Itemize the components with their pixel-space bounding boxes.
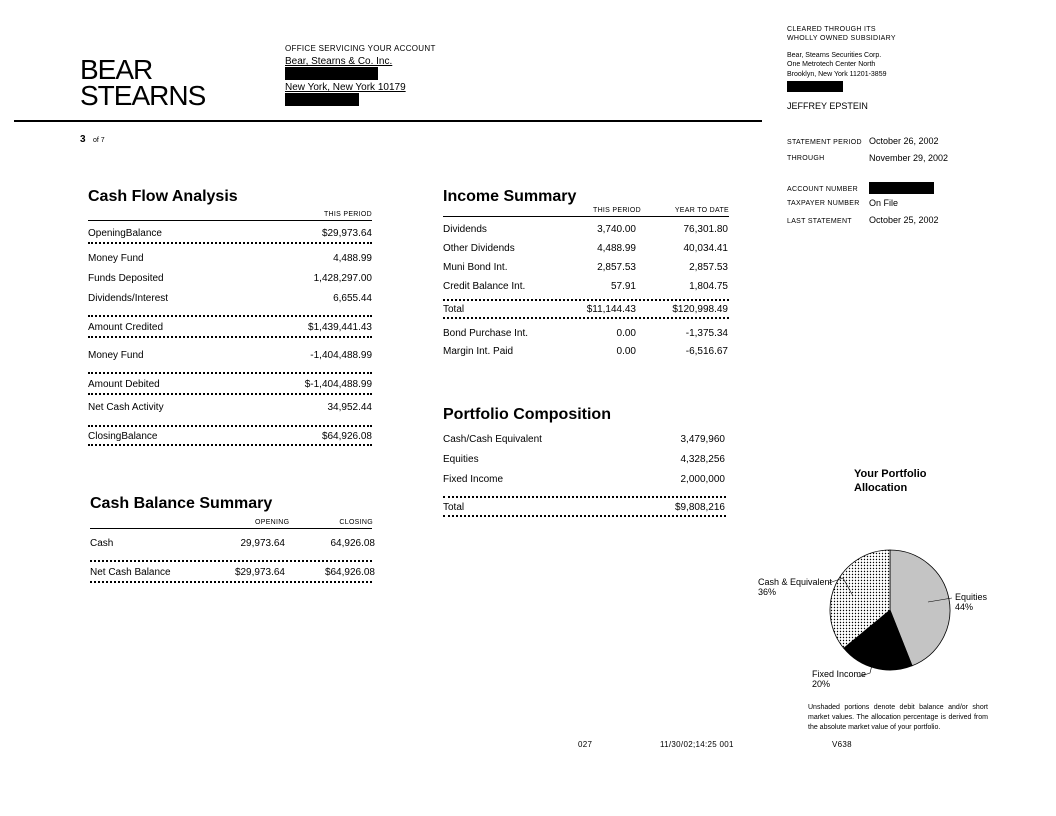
row-label: Cash/Cash Equivalent bbox=[443, 434, 542, 445]
footer-code-2: V638 bbox=[832, 740, 852, 749]
row-label: Fixed Income bbox=[443, 474, 504, 485]
cash-flow-col-header: THIS PERIOD bbox=[323, 211, 372, 218]
allocation-title-line-2: Allocation bbox=[854, 482, 908, 494]
row-ytd: 2,857.53 bbox=[689, 262, 728, 273]
amount-credited-value: $1,439,441.43 bbox=[308, 322, 372, 333]
page-indicator bbox=[80, 129, 105, 147]
row-value: 1,428,297.00 bbox=[313, 273, 372, 284]
allocation-footnote: Unshaded portions denote debit balance and/or short market values. The allocation percentage is derived from the absolute market value of your portfolio. bbox=[808, 704, 988, 731]
row-ytd: -6,516.67 bbox=[685, 346, 728, 357]
cash-balance-header-rule bbox=[90, 528, 372, 529]
col-closing: CLOSING bbox=[339, 519, 373, 526]
clearing-firm-name: Bear, Stearns Securities Corp. bbox=[787, 52, 882, 59]
income-total-row bbox=[443, 304, 729, 318]
logo-line-1: BEAR bbox=[80, 54, 153, 85]
row-period: 57.91 bbox=[610, 281, 636, 292]
slice-label-name: Cash & Equivalent bbox=[758, 577, 833, 587]
redaction-clearing bbox=[787, 81, 843, 92]
cash-balance-summary bbox=[90, 495, 375, 590]
income-header-rule bbox=[443, 216, 729, 217]
closing-balance-label: ClosingBalance bbox=[88, 431, 158, 442]
client-name: JEFFREY EPSTEIN bbox=[787, 101, 868, 111]
redaction-account-number bbox=[869, 182, 934, 194]
income-summary bbox=[443, 188, 729, 368]
table-row bbox=[88, 293, 372, 307]
slice-label-pct: 44% bbox=[955, 602, 974, 612]
row-ytd: 40,034.41 bbox=[683, 243, 728, 254]
net-cash-balance-row bbox=[90, 567, 375, 581]
dotted-rule bbox=[88, 393, 372, 395]
office-label: OFFICE SERVICING YOUR ACCOUNT bbox=[285, 44, 436, 53]
dotted-rule bbox=[88, 444, 372, 446]
row-value-opening: 29,973.64 bbox=[240, 538, 285, 549]
amount-debited-row bbox=[88, 379, 372, 393]
portfolio-composition bbox=[443, 406, 726, 522]
taxpayer-number-label: TAXPAYER NUMBER bbox=[787, 200, 860, 207]
office-city: New York, New York 10179 bbox=[285, 82, 406, 93]
dotted-rule bbox=[443, 496, 726, 498]
row-period: 2,857.53 bbox=[597, 262, 636, 273]
income-summary-title: Income Summary bbox=[443, 188, 577, 205]
row-period: 0.00 bbox=[616, 328, 636, 339]
cash-flow-title: Cash Flow Analysis bbox=[88, 188, 238, 205]
dotted-rule bbox=[88, 315, 372, 317]
pie-slices bbox=[830, 550, 950, 670]
income-total-label: Total bbox=[443, 304, 465, 315]
row-label: Money Fund bbox=[88, 253, 144, 264]
taxpayer-number-value: On File bbox=[869, 198, 899, 208]
dotted-rule bbox=[88, 425, 372, 427]
dotted-rule bbox=[443, 515, 726, 517]
row-label: Margin Int. Paid bbox=[443, 346, 514, 357]
row-period: 3,740.00 bbox=[597, 224, 636, 235]
through-value: November 29, 2002 bbox=[869, 153, 949, 163]
row-value: 34,952.44 bbox=[327, 402, 372, 413]
col-year-to-date: YEAR TO DATE bbox=[674, 207, 729, 214]
table-row bbox=[90, 538, 375, 552]
dotted-rule bbox=[90, 581, 372, 583]
logo-line-2: STEARNS bbox=[80, 80, 206, 111]
row-period: 4,488.99 bbox=[597, 243, 636, 254]
table-row bbox=[443, 243, 729, 257]
row-label: Bond Purchase Int. bbox=[443, 328, 529, 339]
cleared-line-1: CLEARED THROUGH ITS bbox=[787, 26, 876, 33]
portfolio-total-value: $9,808,216 bbox=[674, 502, 725, 513]
cash-flow-header-rule bbox=[88, 220, 372, 221]
row-value: -1,404,488.99 bbox=[310, 350, 372, 361]
slice-label-pct: 20% bbox=[812, 679, 831, 689]
bear-stearns-logo bbox=[80, 54, 206, 111]
row-ytd: -1,375.34 bbox=[685, 328, 728, 339]
row-ytd: 76,301.80 bbox=[683, 224, 728, 235]
net-closing-value: $64,926.08 bbox=[324, 567, 375, 578]
table-row bbox=[443, 328, 729, 342]
redaction-office-zip bbox=[285, 93, 359, 106]
slice-label-name: Equities bbox=[955, 592, 988, 602]
opening-balance-value: $29,973.64 bbox=[321, 228, 372, 239]
closing-balance-value: $64,926.08 bbox=[321, 431, 372, 442]
dotted-rule bbox=[443, 299, 729, 301]
clearing-firm-address-1: One Metrotech Center North bbox=[787, 61, 876, 68]
row-value: 4,328,256 bbox=[680, 454, 725, 465]
account-number-label: ACCOUNT NUMBER bbox=[787, 186, 858, 193]
opening-balance-label: OpeningBalance bbox=[88, 228, 162, 239]
label-fixed-income bbox=[812, 669, 866, 689]
row-label: Credit Balance Int. bbox=[443, 281, 526, 292]
portfolio-total-row bbox=[443, 502, 726, 516]
table-row bbox=[443, 454, 726, 468]
allocation-pie-chart bbox=[740, 540, 1000, 690]
dotted-rule bbox=[90, 560, 372, 562]
amount-credited-label: Amount Credited bbox=[88, 322, 164, 333]
portfolio-title: Portfolio Composition bbox=[443, 406, 611, 423]
header-divider bbox=[14, 120, 762, 122]
page-of: of 7 bbox=[93, 137, 105, 144]
slice-label-name: Fixed Income bbox=[812, 669, 867, 679]
table-row bbox=[443, 224, 729, 238]
row-label: Net Cash Activity bbox=[88, 402, 164, 413]
table-row bbox=[88, 350, 372, 364]
table-row bbox=[443, 474, 726, 488]
dotted-rule bbox=[443, 317, 729, 319]
last-statement-value: October 25, 2002 bbox=[869, 215, 939, 225]
statement-period-value: October 26, 2002 bbox=[869, 136, 939, 146]
page-number: 3 bbox=[80, 134, 86, 145]
table-row bbox=[443, 262, 729, 276]
portfolio-total-label: Total bbox=[443, 502, 465, 513]
footer-code-1: 027 bbox=[578, 740, 593, 749]
dotted-rule bbox=[88, 336, 372, 338]
cash-flow-analysis bbox=[88, 188, 372, 458]
table-row bbox=[443, 281, 729, 295]
dotted-rule bbox=[88, 242, 372, 244]
amount-debited-label: Amount Debited bbox=[88, 379, 160, 390]
amount-credited-row bbox=[88, 322, 372, 336]
row-label: Equities bbox=[443, 454, 479, 465]
row-label: Funds Deposited bbox=[88, 273, 164, 284]
income-total-period: $11,144.43 bbox=[586, 304, 636, 315]
redaction-office-address bbox=[285, 67, 378, 80]
row-label: Cash bbox=[90, 538, 114, 549]
table-row bbox=[88, 402, 372, 416]
footer-timestamp: 11/30/02;14:25 001 bbox=[660, 740, 734, 749]
col-opening: OPENING bbox=[255, 519, 290, 526]
income-total-ytd: $120,998.49 bbox=[672, 304, 728, 315]
table-row bbox=[443, 434, 726, 448]
cleared-line-2: WHOLLY OWNED SUBSIDIARY bbox=[787, 35, 896, 42]
row-value: 3,479,960 bbox=[680, 434, 725, 445]
row-value-closing: 64,926.08 bbox=[330, 538, 375, 549]
clearing-firm-address-2: Brooklyn, New York 11201-3859 bbox=[787, 71, 887, 78]
row-label: Dividends/Interest bbox=[88, 293, 169, 304]
office-name: Bear, Stearns & Co. Inc. bbox=[285, 56, 393, 67]
last-statement-label: LAST STATEMENT bbox=[787, 218, 852, 225]
row-label: Money Fund bbox=[88, 350, 144, 361]
row-value: 2,000,000 bbox=[680, 474, 725, 485]
statement-period-label: STATEMENT PERIOD bbox=[787, 139, 862, 146]
label-cash-equivalent bbox=[758, 577, 832, 597]
row-label: Dividends bbox=[443, 224, 487, 235]
table-row bbox=[88, 253, 372, 267]
col-this-period: THIS PERIOD bbox=[593, 207, 642, 214]
net-cash-balance-label: Net Cash Balance bbox=[90, 567, 171, 578]
row-ytd: 1,804.75 bbox=[689, 281, 728, 292]
row-period: 0.00 bbox=[616, 346, 636, 357]
allocation-title-line-1: Your Portfolio bbox=[854, 468, 927, 480]
row-label: Muni Bond Int. bbox=[443, 262, 508, 273]
net-opening-value: $29,973.64 bbox=[234, 567, 285, 578]
dotted-rule bbox=[88, 372, 372, 374]
cash-flow-opening-row bbox=[88, 228, 372, 242]
table-row bbox=[88, 273, 372, 287]
cash-balance-title: Cash Balance Summary bbox=[90, 495, 273, 512]
allocation-title bbox=[854, 467, 927, 495]
label-equities bbox=[955, 592, 987, 612]
closing-balance-row bbox=[88, 431, 372, 445]
amount-debited-value: $-1,404,488.99 bbox=[304, 379, 372, 390]
row-value: 4,488.99 bbox=[333, 253, 372, 264]
row-value: 6,655.44 bbox=[333, 293, 372, 304]
table-row bbox=[443, 346, 729, 360]
through-label: THROUGH bbox=[787, 155, 825, 162]
row-label: Other Dividends bbox=[443, 243, 515, 254]
slice-label-pct: 36% bbox=[758, 587, 777, 597]
